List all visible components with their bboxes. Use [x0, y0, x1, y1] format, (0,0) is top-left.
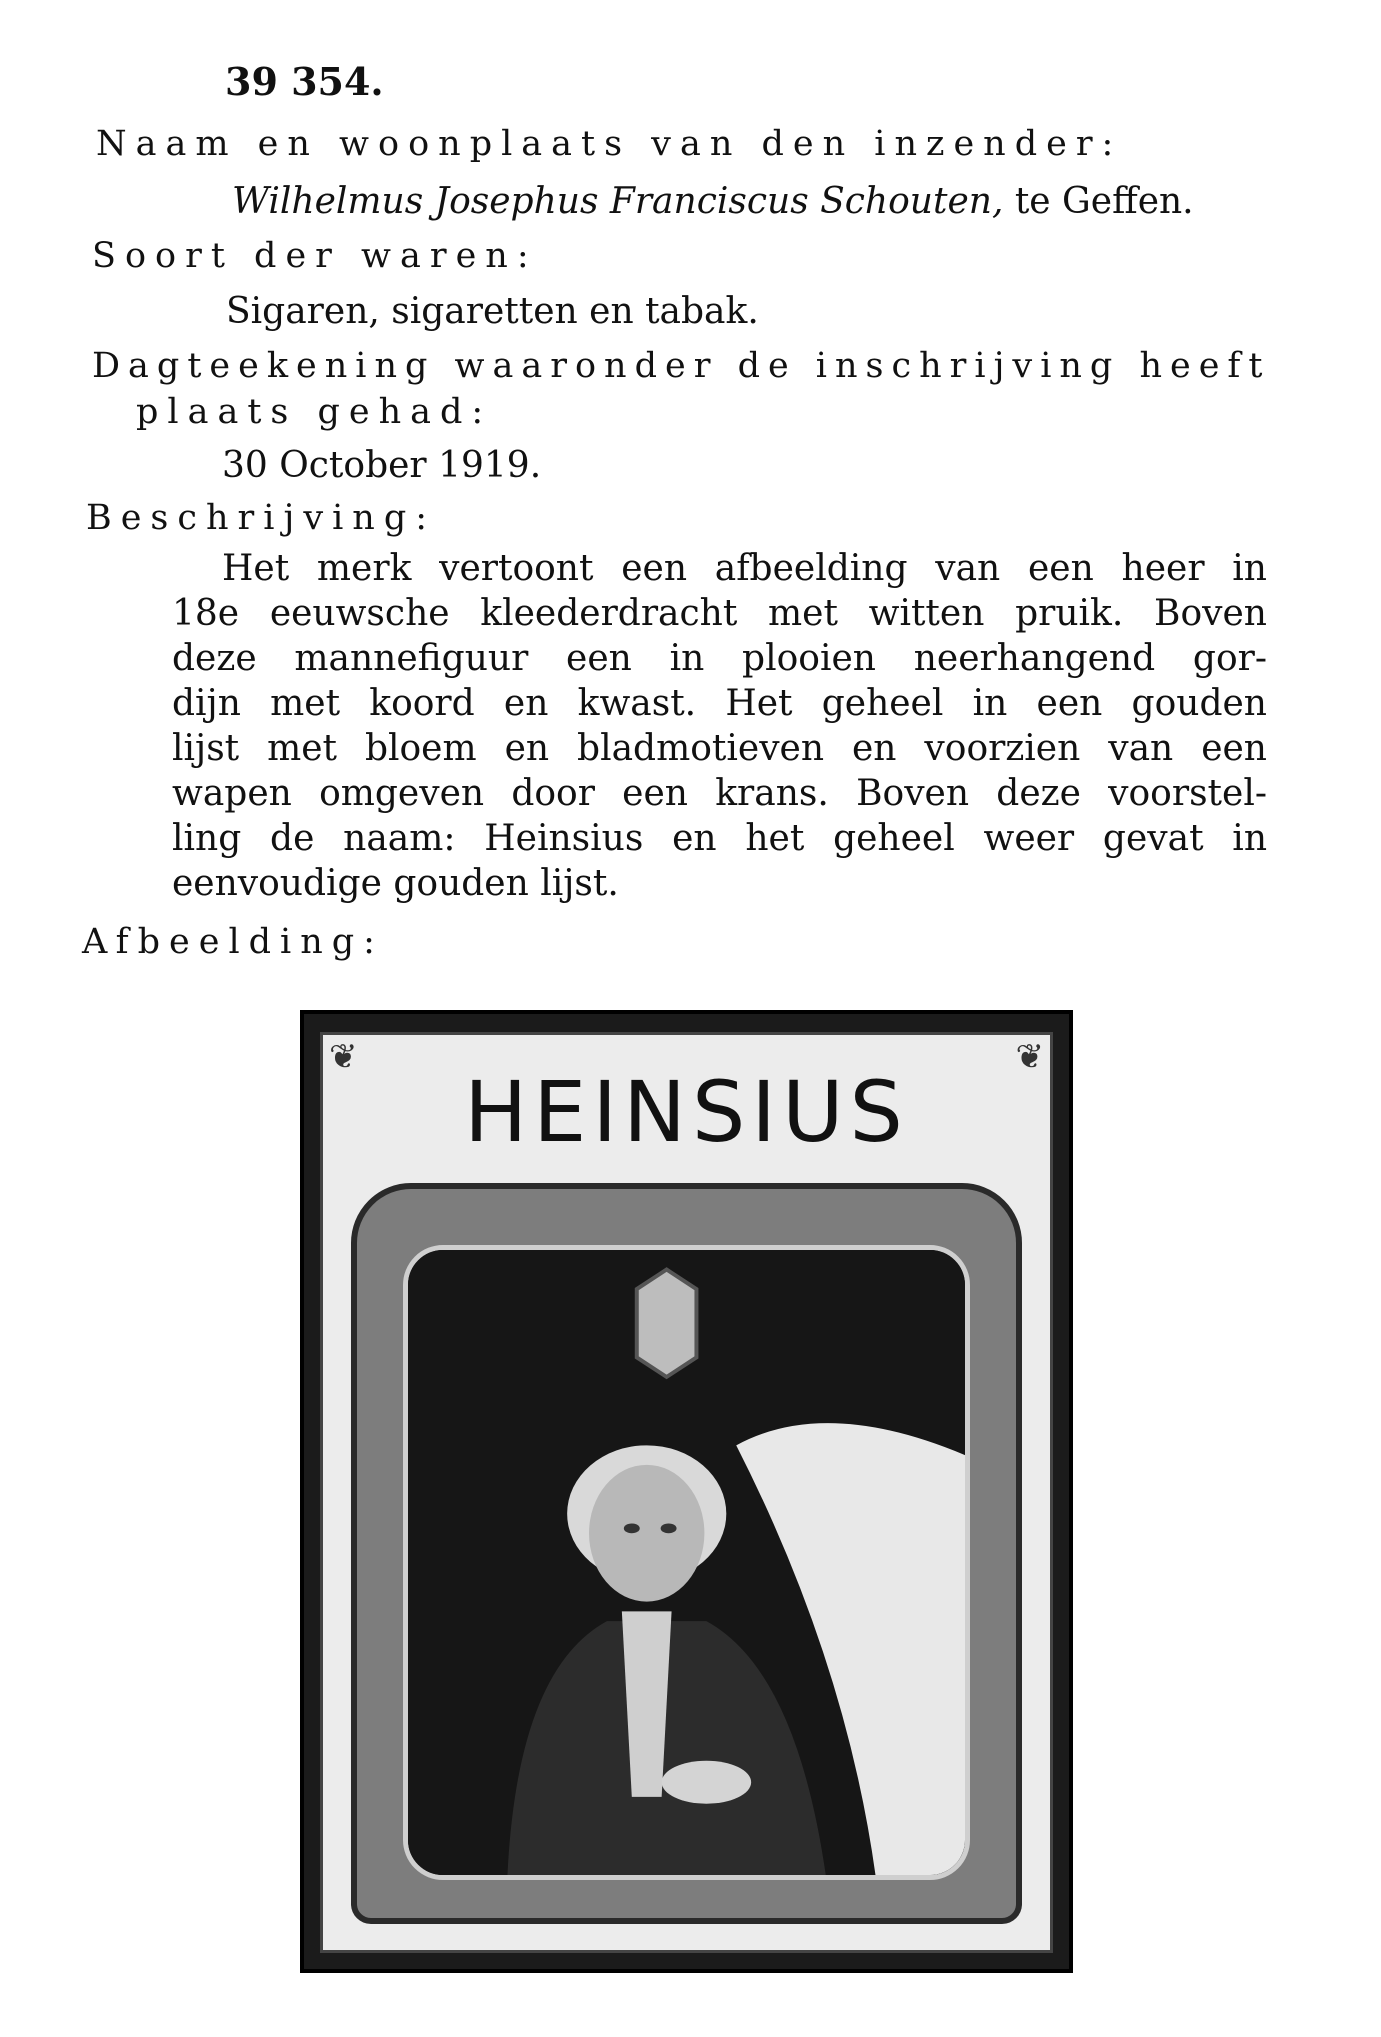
sender-label: Naam en woonplaats van den inzender:	[96, 124, 1123, 164]
portrait-drawing	[408, 1250, 965, 1875]
goods-label: Soort der waren:	[92, 236, 538, 276]
description-line: wapen omgeven door een krans. Boven deze voorstel-	[172, 773, 1267, 814]
trademark-image	[300, 1010, 1073, 1973]
portrait	[403, 1245, 970, 1880]
description-line: deze mannefiguur een in plooien neerhangend gor-	[172, 638, 1267, 679]
date-label-line2: plaats gehad:	[136, 392, 493, 432]
sender-name: Wilhelmus Josephus Franciscus Schouten,	[232, 181, 1004, 222]
description-text	[172, 546, 1267, 906]
description-line: dijn met koord en kwast. Het geheel in een gouden	[172, 683, 1267, 724]
goods-value: Sigaren, sigaretten en tabak.	[226, 291, 759, 332]
brand-name: HEINSIUS	[464, 1063, 909, 1161]
description-line: eenvoudige gouden lijst.	[172, 863, 619, 904]
date-value: 30 October 1919.	[222, 445, 542, 486]
image-label: Afbeelding:	[82, 922, 384, 962]
date-label-line1: Dagteekening waaronder de inschrijving heeft	[92, 346, 1271, 386]
sender-place: te Geffen.	[1003, 181, 1194, 222]
description-label: Beschrijving:	[86, 498, 437, 538]
ornament-icon: ❦	[329, 1037, 358, 1077]
description-line: 18e eeuwsche kleederdracht met witten pruik. Boven	[172, 593, 1267, 634]
trademark-inner-panel	[320, 1032, 1053, 1953]
registration-number: 39 354.	[225, 59, 384, 104]
ornament-icon: ❦	[1015, 1037, 1044, 1077]
sender-value	[232, 180, 1194, 224]
description-line: Het merk vertoont een afbeelding van een heer in	[222, 548, 1267, 589]
description-line: lijst met bloem en bladmotieven en voorzien van een	[172, 728, 1267, 769]
description-line: ling de naam: Heinsius en het geheel weer gevat in	[172, 818, 1267, 859]
